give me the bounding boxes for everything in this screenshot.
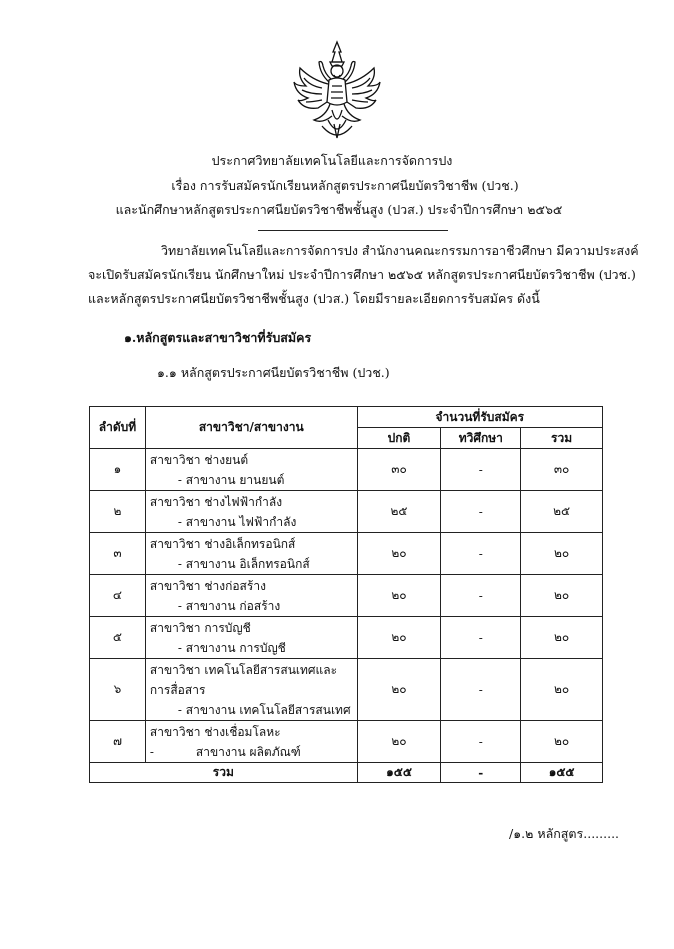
row-dual: - (441, 659, 521, 721)
program-name: - สาขางาน ยานยนต์ (177, 472, 285, 487)
garuda-emblem (292, 40, 382, 142)
header-total: รวม (521, 428, 603, 449)
table-row (90, 449, 603, 491)
major-name: สาขาวิชา ช่างยนต์ (149, 452, 249, 467)
program-name: - สาขางาน การบัญชี (177, 640, 286, 655)
table-row (90, 659, 603, 721)
row-major (145, 721, 357, 763)
row-major (145, 659, 357, 721)
row-no: ๑ (90, 449, 146, 491)
announcement-title: ประกาศวิทยาลัยเทคโนโลยีและการจัดการปง (211, 153, 453, 168)
intro-line-1: วิทยาลัยเทคโนโลยีและการจัดการปง สำนักงานคณะกรรมการอาชีวศึกษา มีความประสงค์ (161, 243, 639, 258)
program-name: - สาขางาน ผลิตภัณฑ์ (149, 744, 301, 759)
total-dual: - (441, 763, 521, 783)
row-total: ๓๐ (521, 449, 603, 491)
row-major (145, 617, 357, 659)
row-major (145, 449, 357, 491)
program-name: - สาขางาน อิเล็กทรอนิกส์ (177, 556, 310, 571)
header-regular: ปกติ (357, 428, 441, 449)
row-no: ๖ (90, 659, 146, 721)
major-name: สาขาวิชา การบัญชี (149, 620, 251, 635)
row-no: ๕ (90, 617, 146, 659)
table-row (90, 533, 603, 575)
table-row (90, 575, 603, 617)
total-row (90, 763, 603, 783)
intro-line-3: และหลักสูตรประกาศนียบัตรวิชาชีพชั้นสูง (ปวส.) โดยมีรายละเอียดการรับสมัคร ดังนี้ (88, 291, 540, 306)
announcement-subject-continued: และนักศึกษาหลักสูตรประกาศนียบัตรวิชาชีพชั้นสูง (ปวส.) ประจำปีการศึกษา ๒๕๖๕ (115, 202, 563, 217)
table-row (90, 491, 603, 533)
row-regular: ๒๕ (357, 491, 441, 533)
row-major (145, 491, 357, 533)
program-name: - สาขางาน ก่อสร้าง (177, 598, 281, 613)
header-dual: ทวิศึกษา (441, 428, 521, 449)
continuation-note: /๑.๒ หลักสูตร......... (509, 826, 620, 841)
row-total: ๒๐ (521, 533, 603, 575)
row-regular: ๓๐ (357, 449, 441, 491)
header-no: ลำดับที่ (90, 407, 146, 449)
row-major (145, 533, 357, 575)
row-regular: ๒๐ (357, 659, 441, 721)
row-no: ๒ (90, 491, 146, 533)
major-name: สาขาวิชา ช่างก่อสร้าง (149, 578, 266, 593)
table-row (90, 617, 603, 659)
row-dual: - (441, 617, 521, 659)
major-name: สาขาวิชา ช่างเชื่อมโลหะ (149, 724, 281, 739)
row-dual: - (441, 449, 521, 491)
total-total: ๑๕๕ (521, 763, 603, 783)
header-major: สาขาวิชา/สาขางาน (145, 407, 357, 449)
subsection-heading: ๑.๑ หลักสูตรประกาศนียบัตรวิชาชีพ (ปวช.) (157, 365, 390, 380)
enrollment-table (89, 406, 603, 783)
program-name: - สาขางาน ไฟฟ้ากำลัง (177, 514, 297, 529)
row-regular: ๒๐ (357, 575, 441, 617)
row-regular: ๒๐ (357, 617, 441, 659)
row-dual: - (441, 575, 521, 617)
row-regular: ๒๐ (357, 721, 441, 763)
row-dual: - (441, 721, 521, 763)
row-no: ๗ (90, 721, 146, 763)
table-row (90, 721, 603, 763)
program-name: - สาขางาน เทคโนโลยีสารสนเทศ (177, 702, 351, 717)
row-dual: - (441, 491, 521, 533)
row-total: ๒๐ (521, 575, 603, 617)
major-name: สาขาวิชา ช่างอิเล็กทรอนิกส์ (149, 536, 296, 551)
row-dual: - (441, 533, 521, 575)
row-major (145, 575, 357, 617)
section-heading: ๑.หลักสูตรและสาขาวิชาที่รับสมัคร (124, 330, 312, 345)
total-regular: ๑๕๕ (357, 763, 441, 783)
major-name: สาขาวิชา ช่างไฟฟ้ากำลัง (149, 494, 283, 509)
header-divider (258, 230, 448, 231)
row-total: ๒๕ (521, 491, 603, 533)
row-no: ๓ (90, 533, 146, 575)
header-quota: จำนวนที่รับสมัคร (357, 407, 602, 428)
major-name: สาขาวิชา เทคโนโลยีสารสนเทศและการสื่อสาร (149, 662, 338, 697)
announcement-subject: เรื่อง การรับสมัครนักเรียนหลักสูตรประกาศนียบัตรวิชาชีพ (ปวช.) (171, 178, 519, 193)
row-no: ๔ (90, 575, 146, 617)
row-regular: ๒๐ (357, 533, 441, 575)
total-label: รวม (90, 763, 358, 783)
row-total: ๒๐ (521, 659, 603, 721)
row-total: ๒๐ (521, 617, 603, 659)
intro-line-2: จะเปิดรับสมัครนักเรียน นักศึกษาใหม่ ประจำปีการศึกษา ๒๕๖๕ หลักสูตรประกาศนียบัตรวิชาชีพ (ปวช.) (88, 267, 636, 282)
row-total: ๒๐ (521, 721, 603, 763)
